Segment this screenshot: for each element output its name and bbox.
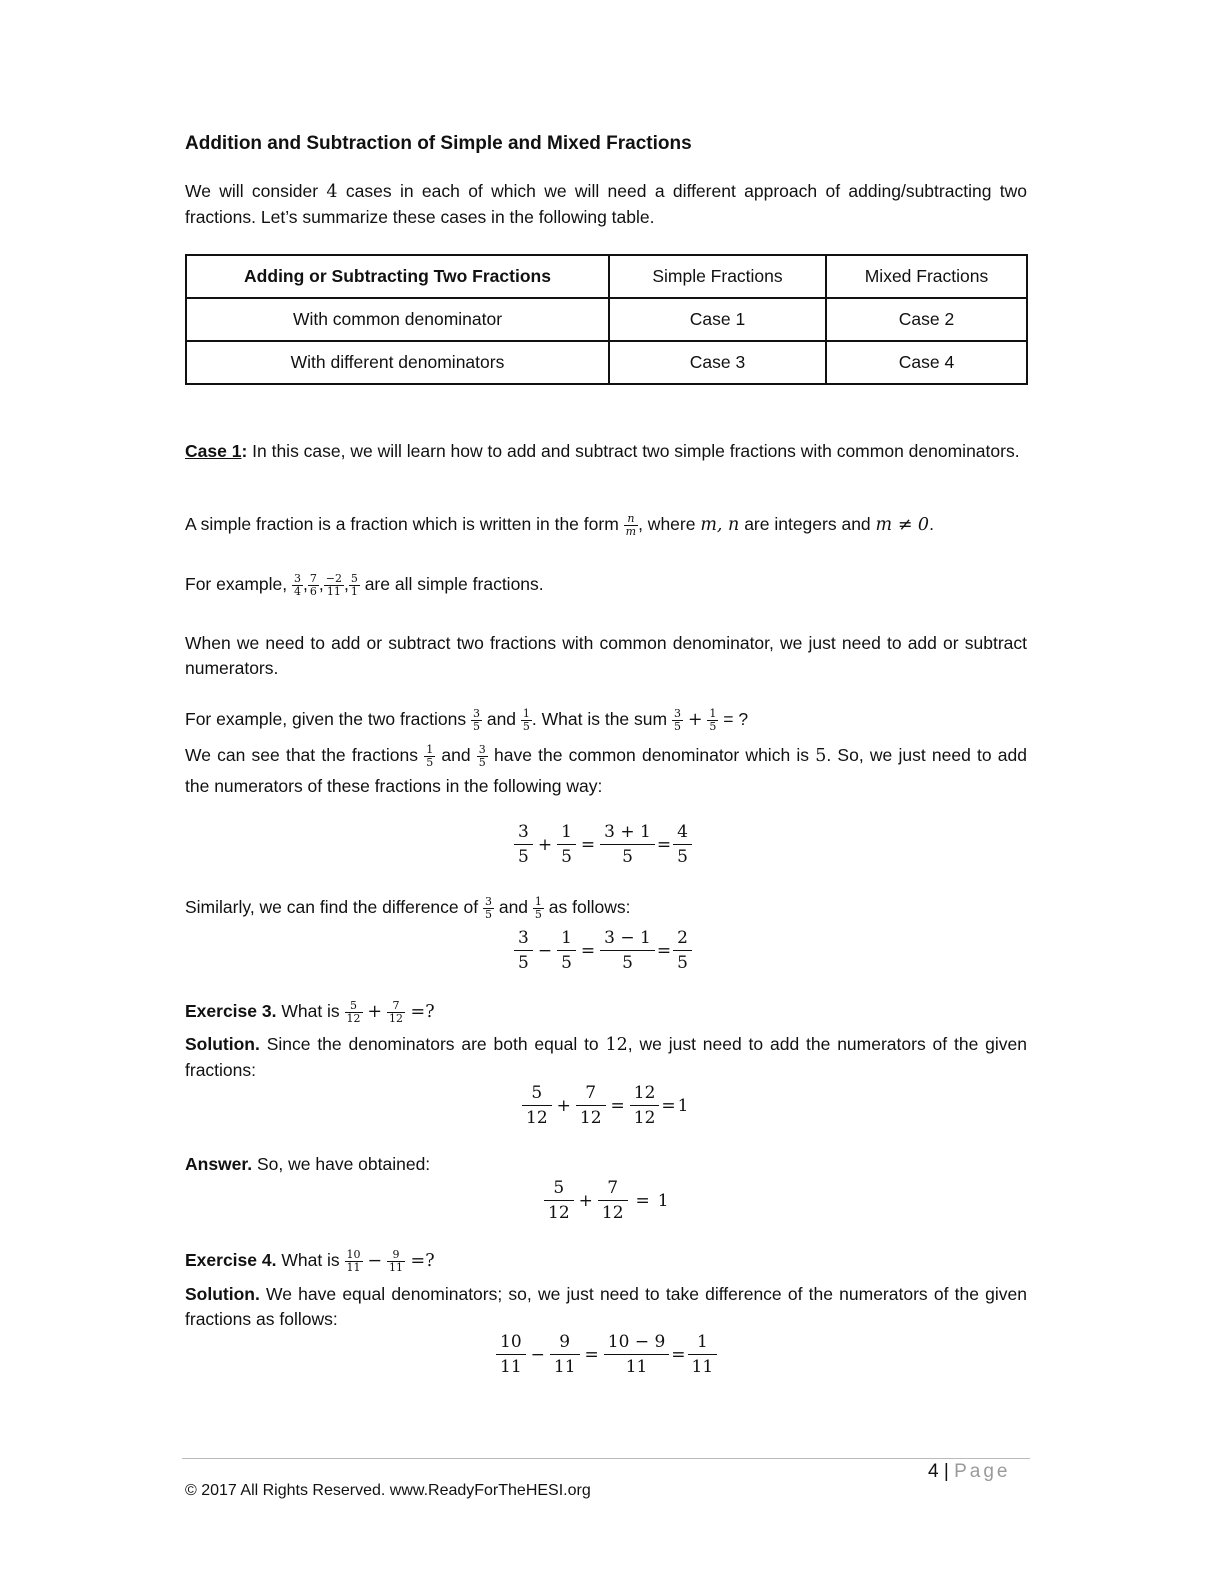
fraction-numerator: 5	[350, 571, 358, 585]
intro-pre: We will consider	[185, 181, 327, 201]
page-number	[928, 1461, 1010, 1483]
fraction-denominator: 11	[550, 1354, 580, 1379]
table-header-row	[186, 255, 1027, 298]
equals-sign: =	[671, 1344, 686, 1365]
fraction-denominator: 11	[688, 1354, 718, 1379]
case1-paragraph	[185, 439, 1027, 464]
equals-sign: =	[580, 940, 596, 961]
equals-sign: =	[661, 1095, 676, 1116]
fraction-numerator: 5	[350, 998, 358, 1012]
fraction-numerator: −2	[325, 571, 342, 585]
plus-sign: +	[556, 1095, 571, 1116]
table-header-cell: Simple Fractions	[609, 255, 826, 298]
fraction-denominator: 1	[350, 584, 358, 598]
solution-pre: Since the denominators are both equal to	[259, 1034, 606, 1054]
fraction	[345, 1000, 363, 1025]
fraction-numerator: 1	[709, 706, 717, 720]
fraction	[630, 1081, 660, 1130]
solution-post: , we just need to add the numerators of the given fractions:	[185, 1034, 1027, 1080]
fraction-numerator: 3	[484, 894, 492, 908]
fraction-denominator: 5	[673, 950, 692, 975]
table-row	[186, 298, 1027, 341]
explain-mid: have the common denominator which is	[487, 745, 816, 765]
fraction-denominator: 5	[472, 719, 480, 733]
fraction-numerator: 4	[677, 822, 688, 842]
exercise3-answer	[185, 1152, 1027, 1177]
plus-sign: +	[537, 834, 553, 855]
table-cell: With common denominator	[186, 298, 609, 341]
common-denominator-explanation	[185, 740, 1027, 801]
table-cell: With different denominators	[186, 341, 609, 384]
fraction	[604, 1330, 670, 1379]
fraction-numerator: 5	[531, 1083, 543, 1103]
fraction	[387, 1249, 405, 1274]
fraction-denominator: 5	[514, 950, 533, 975]
fraction-denominator: 5	[600, 950, 655, 975]
fraction-numerator: 9	[559, 1332, 571, 1352]
fraction-denominator: 11	[604, 1354, 670, 1379]
fraction-numerator: 3 − 1	[604, 928, 651, 948]
exercise3-label: Exercise 3.	[185, 1001, 277, 1021]
fraction	[673, 820, 692, 869]
similarly-pre: Similarly, we can find the difference of	[185, 897, 483, 917]
fraction-numerator: 3	[472, 706, 480, 720]
fraction	[345, 1249, 363, 1274]
similarly-and: and	[493, 897, 533, 917]
table-cell: Case 2	[826, 298, 1027, 341]
fraction-numerator: 7	[309, 571, 317, 585]
plus-sign: +	[687, 710, 703, 730]
fraction	[557, 820, 576, 869]
fraction	[544, 1176, 574, 1225]
exercise4-label: Exercise 4.	[185, 1250, 277, 1270]
fraction-denominator: 11	[324, 585, 344, 598]
fraction	[471, 708, 482, 733]
fraction-numerator: 1	[696, 1332, 708, 1352]
fraction-numerator: 2	[677, 928, 688, 948]
fraction-denominator: 5	[557, 844, 576, 869]
equals-sign: =	[656, 940, 672, 961]
fraction-numerator: 7	[607, 1178, 619, 1198]
fraction-numerator: 3	[518, 928, 529, 948]
case1-label: Case 1	[185, 441, 242, 461]
fraction-denominator: 12	[576, 1105, 606, 1130]
def-condition: m ≠ 0	[875, 515, 930, 535]
sum-q-end: = ?	[718, 709, 749, 729]
difference-intro	[185, 895, 1027, 921]
fraction-denominator: 5	[709, 719, 717, 733]
exercise3-q: What is	[276, 1001, 345, 1021]
fraction	[576, 1081, 606, 1130]
fraction-numerator: 3	[518, 822, 529, 842]
fraction-denominator: 5	[673, 719, 681, 733]
equals-sign: =	[635, 1190, 650, 1211]
solution-text: We have equal denominators; so, we just need to take difference of the numerators of the given fractions as follows:	[185, 1284, 1027, 1329]
intro-paragraph	[185, 179, 1027, 230]
fraction	[550, 1330, 580, 1379]
example-sum-question	[185, 707, 1027, 733]
fraction	[707, 708, 718, 733]
fraction-numerator: 1	[561, 822, 572, 842]
fraction-denominator: 4	[293, 584, 301, 598]
fraction-numerator: 3	[478, 742, 486, 756]
fraction	[688, 1330, 718, 1379]
fraction	[324, 573, 344, 598]
plus-sign: +	[578, 1190, 593, 1211]
fraction	[672, 708, 683, 733]
fraction-denominator: 5	[478, 755, 486, 769]
fraction	[387, 1000, 405, 1025]
fraction	[424, 744, 435, 769]
copyright-notice: © 2017 All Rights Reserved. www.ReadyForTheHESI.org	[185, 1482, 591, 1499]
exercise3-end: =?	[404, 1002, 435, 1022]
fraction-denominator: 5	[426, 755, 434, 769]
fraction	[308, 573, 319, 598]
fraction	[598, 1176, 628, 1225]
intro-number: 4	[326, 182, 338, 202]
fraction-denominator: m	[625, 524, 637, 538]
cases-table	[185, 254, 1028, 385]
fraction	[557, 926, 576, 975]
solution-label: Solution.	[185, 1284, 260, 1304]
simple-fraction-definition	[185, 512, 1027, 538]
fraction-numerator: 10 − 9	[607, 1332, 666, 1352]
explain-pre: We can see that the fractions	[185, 745, 425, 765]
fraction-denominator: 12	[522, 1105, 552, 1130]
fraction	[514, 926, 533, 975]
fraction-denominator: 11	[496, 1354, 526, 1379]
solution-number: 12	[605, 1035, 628, 1055]
fraction	[624, 513, 638, 538]
explain-post: . So, we just need to add the numerators of these fractions in the following way:	[185, 745, 1027, 796]
result-value: 1	[677, 1095, 689, 1116]
similarly-post: as follows:	[543, 897, 631, 917]
def-pre: A simple fraction is a fraction which is written in the form	[185, 514, 624, 534]
fraction	[600, 820, 655, 869]
fraction-denominator: 5	[522, 719, 530, 733]
fraction-numerator: 9	[392, 1247, 400, 1261]
result-value: 1	[657, 1190, 669, 1211]
fraction-numerator: 7	[585, 1083, 597, 1103]
fraction-numerator: 1	[534, 894, 542, 908]
explain-number: 5	[815, 746, 827, 766]
fraction	[521, 708, 532, 733]
explain-and: and	[435, 745, 477, 765]
equals-sign: =	[610, 1095, 625, 1116]
fraction	[477, 744, 488, 769]
fraction-denominator: 5	[534, 907, 542, 921]
sum-q-mid: . What is the sum	[531, 709, 672, 729]
exercise4-question	[185, 1248, 1027, 1274]
exercise4-q: What is	[276, 1250, 345, 1270]
fraction-denominator: 12	[598, 1200, 628, 1225]
fraction-numerator: 7	[392, 998, 400, 1012]
fraction	[673, 926, 692, 975]
fraction-denominator: 6	[309, 584, 317, 598]
exercise3-question	[185, 999, 1027, 1025]
common-denominator-rule: When we need to add or subtract two fractions with common denominator, we just need to add or subtract numerators.	[185, 633, 1027, 678]
fraction	[514, 820, 533, 869]
fraction	[522, 1081, 552, 1130]
fraction-denominator: 5	[514, 844, 533, 869]
fraction-denominator: 11	[346, 1260, 361, 1274]
fraction-numerator: n	[627, 511, 635, 525]
sum-q-and: and	[481, 709, 521, 729]
fraction	[496, 1330, 526, 1379]
exercise4-solution	[185, 1282, 1027, 1332]
difference-equation	[514, 926, 692, 975]
fraction-numerator: 1	[522, 706, 530, 720]
fraction-numerator: 10	[500, 1332, 522, 1352]
answer-text: So, we have obtained:	[252, 1154, 431, 1174]
fraction-denominator: 5	[484, 907, 492, 921]
def-end: .	[929, 514, 934, 534]
table-cell: Case 3	[609, 341, 826, 384]
fraction-denominator: 5	[673, 844, 692, 869]
def-mid2: are integers and	[739, 514, 876, 534]
table-header-cell: Mixed Fractions	[826, 255, 1027, 298]
case1-colon: :	[241, 441, 248, 461]
table-cell: Case 1	[609, 298, 826, 341]
table-row	[186, 341, 1027, 384]
minus-sign: −	[530, 1344, 545, 1365]
examples-post: are all simple fractions.	[359, 574, 544, 594]
fraction-denominator: 5	[600, 844, 655, 869]
sum-equation	[514, 820, 692, 869]
fraction-denominator: 12	[346, 1011, 361, 1025]
section-title: Addition and Subtraction of Simple and Mixed Fractions	[185, 133, 692, 154]
solution-label: Solution.	[185, 1034, 260, 1054]
page-separator: |	[938, 1461, 955, 1482]
fraction-denominator: 12	[630, 1105, 660, 1130]
table-header-cell: Adding or Subtracting Two Fractions	[186, 255, 609, 298]
minus-sign: −	[537, 940, 553, 961]
fraction-denominator: 12	[544, 1200, 574, 1225]
fraction-numerator: 1	[561, 928, 572, 948]
fraction-numerator: 12	[633, 1083, 656, 1103]
equals-sign: =	[584, 1344, 599, 1365]
equals-sign: =	[656, 834, 672, 855]
fraction-numerator: 10	[346, 1247, 361, 1261]
fraction-denominator: 11	[388, 1260, 403, 1274]
plus-sign: +	[367, 1002, 383, 1022]
sum-q-pre: For example, given the two fractions	[185, 709, 471, 729]
exercise3-equation	[522, 1081, 689, 1130]
def-vars: m, n	[700, 515, 740, 535]
minus-sign: −	[367, 1251, 383, 1271]
fraction	[292, 573, 303, 598]
simple-fraction-examples: For example, $\frac{3}{4}$ , $\frac{7}{6}$ , $\frac{-2}{11}$ , $\frac{5}{1}$ are all simple fractions.	[185, 571, 544, 598]
exercise3-answer-equation	[544, 1176, 669, 1225]
exercise4-end: =?	[404, 1251, 435, 1271]
def-mid: , where	[638, 514, 701, 534]
fraction	[600, 926, 655, 975]
fraction-numerator: 3	[673, 706, 681, 720]
footer-divider	[182, 1458, 1030, 1459]
fraction-numerator: 1	[426, 742, 434, 756]
answer-label: Answer.	[185, 1154, 253, 1174]
fraction	[349, 573, 360, 598]
page-word: Page	[954, 1461, 1011, 1482]
examples-pre: For example,	[185, 574, 292, 594]
fraction	[483, 896, 494, 921]
intro-post: cases in each of which we will need a different approach of adding/subtracting two fractions. Let’s summarize these cases in the following table.	[185, 181, 1027, 227]
table-cell: Case 4	[826, 341, 1027, 384]
exercise4-equation	[496, 1330, 717, 1379]
page-number-value: 4	[928, 1461, 939, 1482]
fraction-denominator: 12	[388, 1011, 403, 1025]
fraction-numerator: 3	[293, 571, 301, 585]
fraction	[533, 896, 544, 921]
equals-sign: =	[580, 834, 596, 855]
fraction-numerator: 3 + 1	[604, 822, 651, 842]
fraction-denominator: 5	[557, 950, 576, 975]
exercise3-solution	[185, 1032, 1027, 1083]
case1-text: In this case, we will learn how to add and subtract two simple fractions with common denominators.	[247, 441, 1020, 461]
fraction-numerator: 5	[553, 1178, 565, 1198]
